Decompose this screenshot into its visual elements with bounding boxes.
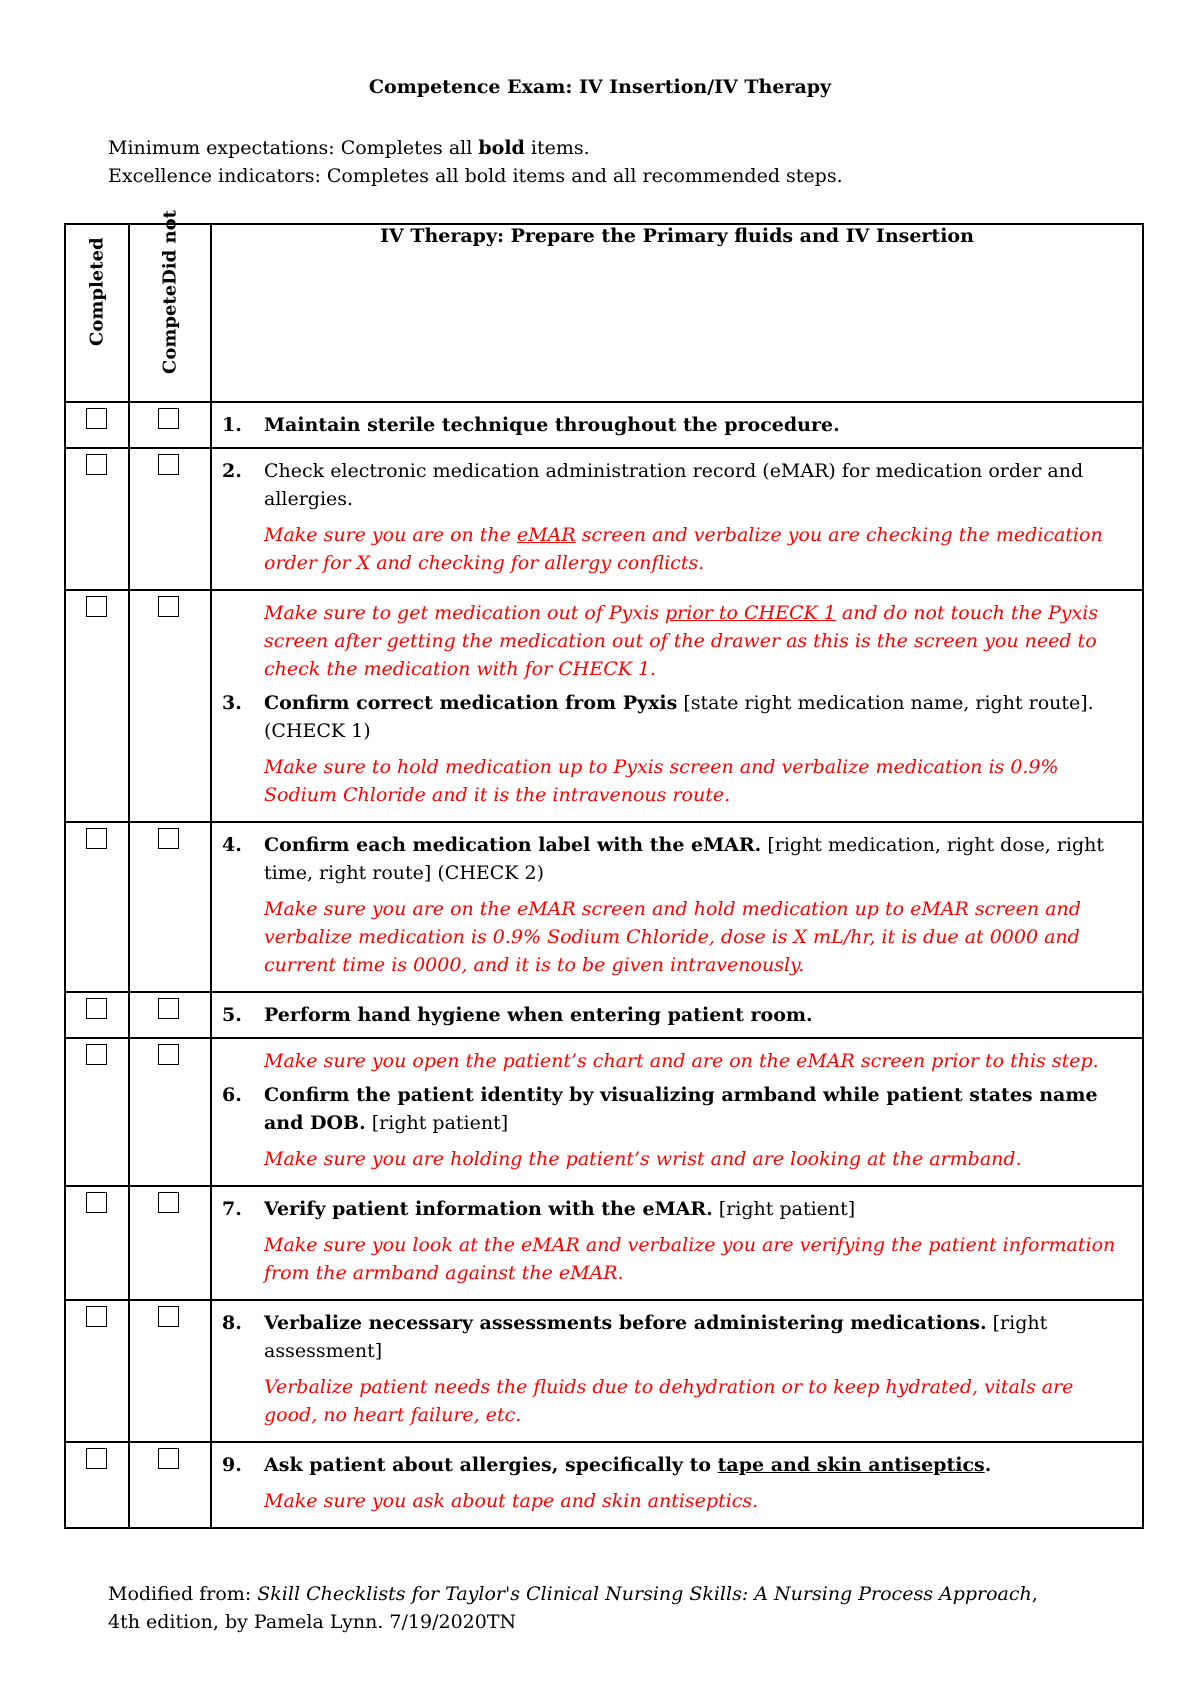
step-plain-text: [right patient] xyxy=(712,1198,856,1220)
not-completed-cell xyxy=(129,1442,211,1528)
completed-checkbox[interactable] xyxy=(86,1192,107,1213)
step-number: 2. xyxy=(222,460,242,482)
note-text: and do not touch the Pyxis screen after getting the medication out of the drawer as this is the screen you need to check the medication with for CHECK 1. xyxy=(264,602,1099,680)
source-citation xyxy=(108,1580,1108,1636)
step-number: 9. xyxy=(222,1454,242,1476)
step-1 xyxy=(222,411,1132,439)
table-row xyxy=(65,1038,1143,1186)
completed-cell xyxy=(65,992,129,1038)
completed-cell xyxy=(65,402,129,448)
not-completed-column-header xyxy=(129,210,211,402)
step-number: 3. xyxy=(222,692,242,714)
step-number: 7. xyxy=(222,1198,242,1220)
checklist-table xyxy=(64,210,1144,1529)
step-plain-text: [right medication, right dose, right time, right route] (CHECK 2) xyxy=(264,834,1105,884)
table-row xyxy=(65,402,1143,448)
completed-checkbox[interactable] xyxy=(86,828,107,849)
table-header-row xyxy=(65,224,1143,402)
completed-cell xyxy=(65,590,129,822)
step-plain-text: [right patient] xyxy=(365,1112,509,1134)
completed-checkbox[interactable] xyxy=(86,1306,107,1327)
instructor-note: Verbalize patient needs the fluids due to dehydration or to keep hydrated, vitals are good, no heart failure, etc. xyxy=(264,1376,1074,1426)
minimum-expectations xyxy=(108,134,843,162)
step-cell xyxy=(211,1038,1143,1186)
completed-checkbox[interactable] xyxy=(86,408,107,429)
note-underlined: eMAR xyxy=(516,524,576,546)
completed-cell xyxy=(65,1186,129,1300)
step-3 xyxy=(222,689,1132,745)
step-9 xyxy=(222,1451,1132,1479)
not-completed-cell xyxy=(129,448,211,590)
step-bold-text: Confirm correct medication from Pyxis xyxy=(264,692,678,714)
not-completed-checkbox[interactable] xyxy=(158,408,179,429)
not-completed-checkbox[interactable] xyxy=(158,1044,179,1065)
step-text xyxy=(264,1081,1132,1137)
step-bold-underlined: tape and skin antiseptics xyxy=(717,1454,985,1476)
step-bold-text: Verbalize necessary assessments before administering medications. xyxy=(264,1312,987,1334)
min-label: Minimum expectations: Completes all xyxy=(108,137,479,159)
completed-cell xyxy=(65,1300,129,1442)
citation-book-title: Skill Checklists for Taylor's Clinical Nursing Skills: A Nursing Process Approach xyxy=(257,1583,1032,1605)
not-completed-cell xyxy=(129,822,211,992)
completed-checkbox[interactable] xyxy=(86,1044,107,1065)
instructor-note: Make sure you open the patient’s chart and are on the eMAR screen prior to this step. xyxy=(264,1050,1099,1072)
instructor-note: Make sure you are on the eMAR screen and hold medication up to eMAR screen and verbalize medication is 0.9% Sodium Chloride, dose is X mL/hr, it is due at 0000 and current time is 0000, and it is to be given intravenously. xyxy=(264,898,1081,976)
step-2 xyxy=(222,457,1132,513)
not-completed-header-label: CompeteDid not xyxy=(159,210,181,374)
step-plain-text: [state right medication name, right route]. (CHECK 1) xyxy=(264,692,1094,742)
step-number: 8. xyxy=(222,1312,242,1334)
instructor-note: Make sure you ask about tape and skin antiseptics. xyxy=(264,1490,759,1512)
step-bold-text: Verify patient information with the eMAR. xyxy=(264,1198,713,1220)
completed-cell xyxy=(65,1038,129,1186)
not-completed-cell xyxy=(129,1186,211,1300)
citation-line-2: 4th edition, by Pamela Lynn. 7/19/2020TN xyxy=(108,1611,517,1633)
step-cell xyxy=(211,992,1143,1038)
not-completed-checkbox[interactable] xyxy=(158,596,179,617)
step-cell xyxy=(211,402,1143,448)
step-bold-text: . xyxy=(984,1454,992,1476)
citation-line-1 xyxy=(108,1580,1108,1608)
step-cell xyxy=(211,1300,1143,1442)
completed-checkbox[interactable] xyxy=(86,1448,107,1469)
step-cell xyxy=(211,590,1143,822)
not-completed-cell xyxy=(129,1300,211,1442)
step-cell xyxy=(211,1186,1143,1300)
step-cell xyxy=(211,448,1143,590)
table-row xyxy=(65,1300,1143,1442)
not-completed-checkbox[interactable] xyxy=(158,1448,179,1469)
step-5 xyxy=(222,1001,1132,1029)
not-completed-cell xyxy=(129,590,211,822)
step-number: 5. xyxy=(222,1004,242,1026)
not-completed-cell xyxy=(129,402,211,448)
step-text xyxy=(264,1195,1132,1223)
not-completed-cell xyxy=(129,1038,211,1186)
note-underlined: prior to CHECK 1 xyxy=(665,602,836,624)
completed-header-label: Completed xyxy=(86,237,108,346)
step-4 xyxy=(222,831,1132,887)
not-completed-checkbox[interactable] xyxy=(158,1192,179,1213)
instructor-note: Make sure to hold medication up to Pyxis screen and verbalize medication is 0.9% Sodium Chloride and it is the intravenous route. xyxy=(264,756,1059,806)
note-text: screen and verbalize you are checking the medication order for X and checking for allergy conflicts. xyxy=(264,524,1103,574)
not-completed-checkbox[interactable] xyxy=(158,1306,179,1327)
step-text xyxy=(264,1451,1132,1479)
step-number: 6. xyxy=(222,1084,242,1106)
table-row xyxy=(65,822,1143,992)
step-bold-text: Maintain sterile technique throughout the procedure. xyxy=(264,414,840,436)
excellence-indicators: Excellence indicators: Completes all bold items and all recommended steps. xyxy=(108,165,843,187)
procedure-heading: IV Therapy: Prepare the Primary fluids and IV Insertion xyxy=(211,224,1143,402)
min-bold: bold xyxy=(478,137,525,159)
step-bold-text: Ask patient about allergies, specifically to xyxy=(264,1454,718,1476)
not-completed-checkbox[interactable] xyxy=(158,454,179,475)
completed-checkbox[interactable] xyxy=(86,998,107,1019)
step-text xyxy=(264,1309,1132,1365)
step-cell xyxy=(211,1442,1143,1528)
citation-suffix: , xyxy=(1031,1583,1038,1605)
completed-cell xyxy=(65,822,129,992)
step-6 xyxy=(222,1081,1132,1137)
step-cell xyxy=(211,822,1143,992)
note-text: Make sure to get medication out of Pyxis xyxy=(264,602,665,624)
instructor-note xyxy=(264,521,1132,577)
step-8 xyxy=(222,1309,1132,1365)
step-bold-text: Confirm the patient identity by visualizing armband while patient states name and DOB. xyxy=(264,1084,1098,1134)
completed-cell xyxy=(65,1442,129,1528)
not-completed-checkbox[interactable] xyxy=(158,828,179,849)
table-row xyxy=(65,590,1143,822)
page-title: Competence Exam: IV Insertion/IV Therapy xyxy=(368,76,832,98)
step-number: 1. xyxy=(222,414,242,436)
note-text: Make sure you are on the xyxy=(264,524,517,546)
completed-column-header xyxy=(65,224,129,402)
table-row xyxy=(65,1186,1143,1300)
table-row xyxy=(65,992,1143,1038)
instructor-note: Make sure you look at the eMAR and verbalize you are verifying the patient information from the armband against the eMAR. xyxy=(264,1234,1116,1284)
step-text xyxy=(264,689,1132,745)
completed-checkbox[interactable] xyxy=(86,596,107,617)
step-text: Check electronic medication administration record (eMAR) for medication order and allergies. xyxy=(264,460,1084,510)
step-bold-text: Perform hand hygiene when entering patient room. xyxy=(264,1004,813,1026)
step-number: 4. xyxy=(222,834,242,856)
step-7 xyxy=(222,1195,1132,1223)
expectations xyxy=(108,134,843,190)
citation-prefix: Modified from: xyxy=(108,1583,258,1605)
step-text xyxy=(264,411,1132,439)
table-row xyxy=(65,1442,1143,1528)
step-bold-text: Confirm each medication label with the eMAR. xyxy=(264,834,762,856)
step-text xyxy=(264,1001,1132,1029)
table-row xyxy=(65,448,1143,590)
not-completed-cell xyxy=(129,992,211,1038)
step-plain-text: [right assessment] xyxy=(264,1312,1048,1362)
completed-cell xyxy=(65,448,129,590)
instructor-note: Make sure you are holding the patient’s wrist and are looking at the armband. xyxy=(264,1148,1022,1170)
min-end: items. xyxy=(524,137,590,159)
not-completed-checkbox[interactable] xyxy=(158,998,179,1019)
step-text xyxy=(264,831,1132,887)
completed-checkbox[interactable] xyxy=(86,454,107,475)
instructor-note xyxy=(264,599,1132,683)
